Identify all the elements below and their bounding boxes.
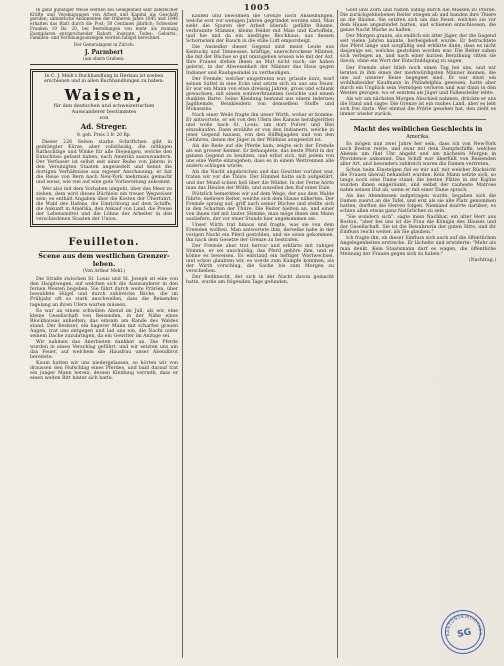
story-paragraph: Gold und Zorn und rasten zählig durch die Massen zu Pferde. Die zurückgebliebenen Reiter stiegen ab und banden ihre Thiere an die Bäume. Sie setzten sich um das Feuer, welches sie vor dem Hause angezündet hatten, und schienen entschlossen, die ganze Nacht Wache zu halten. <box>340 8 496 34</box>
story-paragraph: Kaum hatten wir uns niedergelassen, so hörten wir von draussen den Hufschlag eines Pferdes, und bald darauf trat ein junger Mann herein, dessen Kleidung verrieth, dass er einen weiten Ritt hinter sich hatte. <box>30 361 178 382</box>
section-signoff: (Nachtrag.) <box>468 257 496 263</box>
story-paragraph: Als die Rede auf die Pferde kam, zeigte sich der Fremde als ein grosser Kenner. Er behauptete, das beste Pferd in der ganzen Gegend zu besitzen, und erbot sich, mit jedem von uns eine Wette einzugehen, dass es in einem Wettrennen alle andern schlagen würde. <box>186 144 334 170</box>
stamp-ring-icon <box>438 607 490 659</box>
section-paragraph: Schon beim Einsteigen fiel es mir auf, mit welcher Rücksicht die Frauen überall behandelt wurden. Kein Mann setzte sich, so lange noch eine Dame stand; die besten Plätze in der Kajüte wurden ihnen eingeräumt, und selbst der rauheste Matrose nahm seinen Hut ab, wenn er mit einer Dame sprach. <box>340 167 496 193</box>
ad-head: In C. J. Meili's Buchhandlung in Herisau ist soeben erschienen und in allen Buchhandlungen zu haben: <box>44 74 164 85</box>
ad-author: Ad. Streger. <box>80 122 128 132</box>
story-paragraph: Der Morgen graute, als endlich ein alter Jäger, der die Gegend seit vielen Jahren kannte, herbeigeholt wurde. Er betrachtete das Pferd lange und sorgfältig und erklärte dann, dass es nicht dasjenige sei, welches gestohlen worden war. Die Reiter sahen sich verlegen an, und nach einer kurzen Berathung ritten sie davon, ohne ein Wort der Entschuldigung zu sagen. <box>340 34 496 65</box>
stamp-center-text: SG <box>456 627 473 641</box>
section-title: Macht des weiblichen Geschlechts in <box>353 125 483 133</box>
story-paragraph: Der Fremde, welcher eingetreten war, grüsste kurz, warf seinen Sattel in eine Ecke und setzte sich zu uns ans Feuer. Er war ein Mann von etwa dreissig Jahren, gross und schlank gewachsen, mit einem sonnverbrannten Gesichte und einem dunklen Barte. Seine Kleidung bestand aus einem ledernen Jagdhemde, Beinkleidern von demselben Stoffe und Mokassins. <box>186 76 334 112</box>
office-name: J. Parmbert <box>84 48 124 56</box>
divider <box>350 119 486 120</box>
section-paragraph: "Sie wundern sich", sagte mein Nachbar, ein alter Herr aus Boston, "aber bei uns ist die Frau die Königin des Hauses und der Gesellschaft. Sie ist die Bewahrerin der guten Sitte, und ihr Einfluss reicht weiter, als Sie glauben." <box>340 215 496 236</box>
ad-conjunction: von <box>99 114 109 121</box>
page-number: 1005 <box>244 2 271 12</box>
story-paragraph: Plötzlich bemerkten wir auf dem Wege, der aus dem Walde führte, mehrere Reiter, welche sich dem Hause näherten. Der Fremde sprang auf, griff nach seiner Büchse und stellte sich in den Schatten der Thüre. Die Reiter hielten an, und einer von ihnen rief mit lauter Stimme, man möge ihnen den Mann ausliefern, der vor einer Stunde hier angekommen sei. <box>186 191 334 222</box>
story-paragraph: Der Fremde aber blieb noch einen Tag bei uns, und wir lernten in ihm einen der merkwürdigsten Männer kennen, die uns auf unserer Reise begegnet sind. Er war einst ein wohlhabender Kaufmann in Philadelphia gewesen, hatte aber durch ein Unglück sein Vermögen verloren und war dann in den Westen gezogen, wo er seitdem als Jäger und Fallensteller lebte. <box>340 65 496 96</box>
story-paragraph: Die Ansiedler dieser Gegend sind meist Leute aus Kentucky und Tennessee, kräftige, unerschrockene Männer, die mit der Büchse so gut umzugehen wissen wie mit der Axt. Ihre Frauen stehen ihnen an Mut nicht nach; sie haben gelernt, in der Abwesenheit der Männer das Haus gegen Indianer und Raubgesindel zu vertheidigen. <box>186 45 334 76</box>
story-title: Scene aus dem westlichen Grenzer-leben. <box>38 252 170 268</box>
story-paragraph: Unser Wirth trat hinaus und fragte, was sie von dem Fremden wollten. Man antwortete ihm, derselbe habe in der vorigen Nacht ein Pferd gestohlen, und sie seien gekommen, ihn nach dem Gesetze der Grenze zu bestrafen. <box>186 222 334 244</box>
office-sub: (am obern Graben). <box>83 55 125 61</box>
right-column <box>340 8 496 660</box>
story-paragraph: Als die Nacht angebrochen und das Gewitter vorüber war, traten wir vor die Thüre. Der Himmel hatte sich aufgeklärt, und der Mond schien hell über die Wälder. In der Ferne hörte man das Heulen der Wölfe, und zuweilen den Ruf einer Eule. <box>186 170 334 191</box>
section-paragraph: Als das Abendessen aufgetragen wurde, begaben sich die Damen zuerst an die Tafel, und erst als sie alle Platz genommen hatten, durften die Herren folgen. Niemand murrte darüber; es schien allen etwas ganz Natürliches zu sein. <box>340 194 496 215</box>
ad-subtitle: für den deutschen und schweizerischen Auswanderer bestimmtes <box>53 103 155 115</box>
story-paragraph: Es war an einem schwülen Abend im Juli, als wir, eine kleine Gesellschaft von Reisenden, in der Nähe eines Blockhauses anhielten, das einsam am Rande des Waldes stand. Der Besitzer, ein hagerer Mann mit scharfen grauen Augen, trat uns entgegen und lud uns ein, die Nacht unter seinem Dache zuzubringen, da ein Gewitter im Anzuge sei. <box>30 308 178 339</box>
feuilleton-heading: Feuilleton. <box>68 236 140 248</box>
story-paragraph: Als wir am nächsten Morgen Abschied nahmen, drückte er uns die Hand und sagte: Die Grenze ist ein rauhes Land, aber es lebt sich frei darin. Wer einmal die Prärie gesehen hat, den zieht es immer wieder zurück. <box>340 96 496 117</box>
middle-column <box>186 14 334 660</box>
intro-notices: In ganz günstiger Weise werden bei Gelegenheit sehr zahlreicher Kräfte und Vereinigungen von Arbeit und Kapital ins Geschäft gerufen; sämmtliche Abonnenten der früheren Jahre 1845 und 1846 erhalten das Blatt durch die Post; 50 Centimes jährlich; Schweizer Franken 10 Bz. 20, bei Bestellungen von mehr als zwanzig Exemplaren entsprechender Rabatt. Inserate, Todes-, Geburts-, Familien- und Verlobungsanzeigen werden billigst berechnet. <box>30 8 178 41</box>
ad-body-paragraph: Wer also mit dem Vorhaben umgeht, über das Meer zu ziehen, dem wird dieses Büchlein ein treuer Wegweiser sein; es enthält Angaben über die Kosten der Überfahrt, die Wahl des Hafens, die Einrichtung auf dem Schiffe, die Ankunft in Amerika, den Ankauf von Land, die Preise der Lebensmittel und die Löhne der Arbeiter in den verschiedenen Staaten der Union. <box>36 186 172 222</box>
story-paragraph: kaufen und bewohnen die Grenze noch Ansiedlungen, welche erst vor wenigen Jahren gegründet worden sind. Man sieht die Spuren der Arbeit überall: gefällte Bäume, verbrannte Stämme, kleine Felder mit Mais und Kartoffeln, und hie und da ein niedriges Blockhaus, aus dessen Schornstein der Rauch in die stille Luft emporsteigt. <box>186 14 334 45</box>
library-stamp <box>437 606 489 658</box>
section-paragraph: Es mögen nun zwei Jahre her sein, dass ich von New-York nach Boston reiste, und zwar mit dem Dampfschiffe, welches Abends um fünf Uhr abgeht und am nächsten Morgen in Providence ankommt. Das Schiff war überfüllt von Reisenden aller Art, und besonders zahlreich waren die Damen vertreten. <box>340 141 496 167</box>
left-column <box>30 8 178 660</box>
divider <box>40 251 168 252</box>
divider <box>30 64 178 65</box>
story-paragraph: Der Reitknecht, der sich in der Nacht davon gemacht hatte, wurde am folgenden Tage gefunden. <box>186 275 334 286</box>
column-rule-right <box>337 10 338 658</box>
story-paragraph: Nach einer Weile fragte ihn unser Wirth, woher er komme. Er antwortete, er sei von den Ufern des Kansas herabgeritten und wolle nach St. Louis, um dort Pulver und Blei einzukaufen. Dann erzählte er von den Indianern, welche in jener Gegend hausen, von den Büffeljagden und von den Gefahren, denen der Jäger in der Wildniss ausgesetzt ist. <box>186 112 334 144</box>
story-paragraph: Wir nahmen das Anerbieten dankbar an. Die Pferde wurden in einen Verschlag geführt, und wir setzten uns um das Feuer, auf welchem die Hausfrau unser Abendbrot bereitete. <box>30 339 178 360</box>
section-subtitle: Amerika. <box>406 133 430 140</box>
column-rule-left <box>182 10 183 658</box>
office-line: Der Generalagent in Zürich: <box>73 41 135 47</box>
story-paragraph: Der Fremde aber trat hervor und erklärte mit ruhiger Stimme, er sei unschuldig; das Pferd gehöre ihm, und er könne es beweisen. Es entstand ein heftiger Wortwechsel, und schon glaubten wir, es werde zum Kampfe kommen, als der Wirth vorschlug, die Sache bis zum Morgen zu verschieben. <box>186 244 334 275</box>
story-paragraph: Die Straße zwischen St. Louis und St. Joseph ist eine von den Hauptwegen, auf welchen sich die Auswanderer in den fernen Westen begeben. Sie führt durch weite Prärien, über bewaldete Hügel und durch zahlreiche Bäche, die im Frühjahr oft so stark anschwellen, dass die Reisenden tagelang an ihren Ufern warten müssen. <box>30 277 178 308</box>
ad-price: 8. geh. Preis 3 fr. 20 Rp. <box>76 133 132 139</box>
story-credit: (Von Arthur Mohl.) <box>82 269 125 275</box>
book-advertisement <box>30 69 178 227</box>
stamp-ring-text: KANTONSBIBLIOTHEK <box>446 614 483 637</box>
section-paragraph: Ich fragte ihn, ob dieser Einfluss sich auch auf die öffentlichen Angelegenheiten erstrecke. Er lächelte und erwiderte: "Mehr als man denkt. Kein Staatsmann darf es wagen, die öffentliche Meinung der Frauen gegen sich zu haben." <box>340 236 496 257</box>
ad-title: Waisen, <box>64 86 144 105</box>
ad-body-paragraph: Dieser 226 Seiten starke Schriftchen gibt in gedrängter Kürze, aber vollständig, die nöthigen Rathschläge und Winke für alle Diejenigen, welche den Entschluss gefasst haben, nach Amerika auszuwandern. Der Verfasser ist selbst seit einer Reihe von Jahren in den Vereinigten Staaten angesiedelt und kennt die dortigen Verhältnisse aus eigener Anschauung; er hat die Reise von Bern nach New-York mehrmals gemacht und weiss, wie viel auf eine gute Vorbereitung ankommt. <box>36 140 172 186</box>
